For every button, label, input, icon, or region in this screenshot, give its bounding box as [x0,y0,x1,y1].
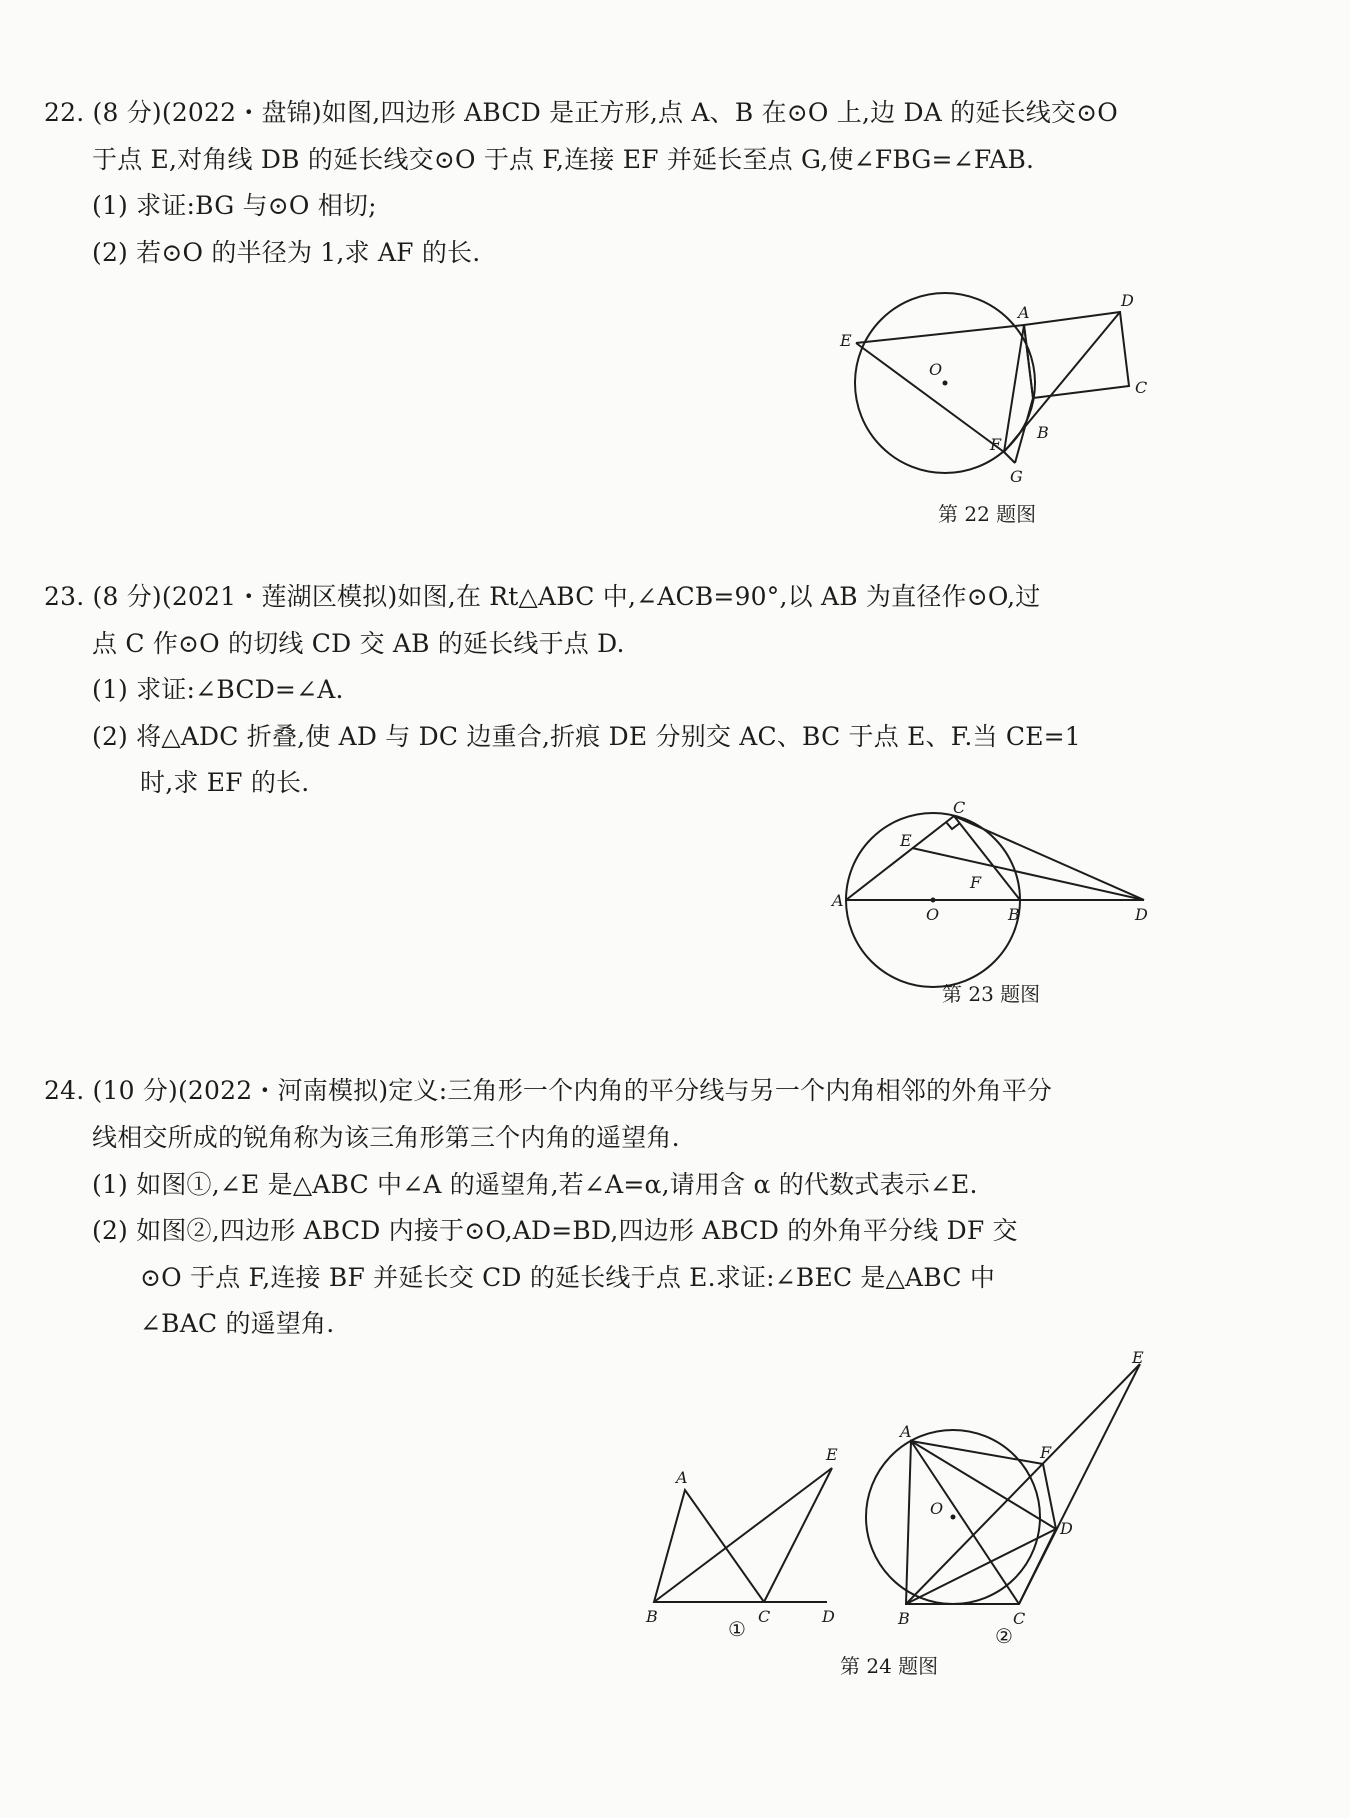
p22-line-1: 22. (8 分)(2022・盘锦)如图,四边形 ABCD 是正方形,点 A、B 在⊙O 上,边 DA 的延长线交⊙O [44,98,1118,127]
label-b: B [646,1607,658,1626]
p22-line-4: (2) 若⊙O 的半径为 1,求 AF 的长. [92,238,481,267]
label-e: E [826,1445,838,1464]
label-g: G [1010,467,1023,486]
label-c: C [953,798,966,817]
label-d: D [1135,905,1148,924]
label-b: B [1008,905,1020,924]
label-c: C [1013,1609,1026,1628]
label-c: C [1135,378,1148,397]
segment-ac [911,1441,1019,1604]
label-b: B [1037,423,1049,442]
label-figure-1: ① [728,1617,746,1641]
figure-24-1 [640,1440,850,1640]
p23-line-1: 23. (8 分)(2021・莲湖区模拟)如图,在 Rt△ABC 中,∠ACB=90°,以 AB 为直径作⊙O,过 [44,582,1041,611]
p23-line-3: (1) 求证:∠BCD=∠A. [92,675,344,704]
segment-ce [1019,1364,1140,1604]
segment-ce [764,1468,832,1602]
center-o-dot [951,1515,956,1520]
p24-line-4: (2) 如图②,四边形 ABCD 内接于⊙O,AD=BD,四边形 ABCD 的外角平分线 DF 交 [92,1216,1018,1245]
center-o-dot [931,898,936,903]
segment-ed [912,848,1144,900]
caption-22: 第 22 题图 [938,502,1037,526]
label-o: O [929,360,943,379]
label-b: B [898,1609,910,1628]
p24-line-1: 24. (10 分)(2022・河南模拟)定义:三角形一个内角的平分线与另一个内角相邻的外角平分 [44,1076,1053,1105]
segment-df [1043,1464,1056,1529]
label-c: C [758,1607,771,1626]
label-a: A [1018,303,1030,322]
label-f: F [1040,1443,1052,1462]
p23-line-2: 点 C 作⊙O 的切线 CD 交 AB 的延长线于点 D. [92,629,625,658]
figure-22 [830,282,1160,502]
segment-cd [954,816,1144,900]
segment-bg [1015,398,1033,463]
p24-line-6: ∠BAC 的遥望角. [140,1309,335,1338]
label-o: O [930,1499,944,1518]
label-e: E [840,331,852,350]
segment-fg [1004,452,1015,463]
label-d: D [1060,1519,1073,1538]
segment-bd [906,1529,1056,1604]
p23-line-4: (2) 将△ADC 折叠,使 AD 与 DC 边重合,折痕 DE 分别交 AC、BC 于点 E、F.当 CE=1 [92,722,1081,751]
label-a: A [900,1422,912,1441]
segment-ea [856,325,1024,343]
label-a: A [832,891,844,910]
label-d: D [822,1607,835,1626]
caption-23: 第 23 题图 [942,982,1041,1006]
label-d: D [1121,291,1134,310]
figure-24-2 [860,1348,1160,1652]
p24-line-2: 线相交所成的锐角称为该三角形第三个内角的遥望角. [92,1123,680,1152]
p24-line-3: (1) 如图①,∠E 是△ABC 中∠A 的遥望角,若∠A=α,请用含 α 的代数式表示∠E. [92,1170,978,1199]
p23-line-5: 时,求 EF 的长. [140,768,310,797]
center-o-dot [943,381,948,386]
label-o: O [926,905,940,924]
label-f: F [990,435,1002,454]
p22-line-2: 于点 E,对角线 DB 的延长线交⊙O 于点 F,连接 EF 并延长至点 G,使∠FBG=∠FAB. [92,145,1035,174]
label-a: A [676,1468,688,1487]
segment-be [654,1468,832,1602]
label-e: E [900,831,912,850]
triangle-abc [654,1490,764,1602]
label-e: E [1132,1348,1144,1367]
caption-24: 第 24 题图 [840,1654,939,1678]
p22-line-3: (1) 求证:BG 与⊙O 相切; [92,191,377,220]
square-abcd [1024,312,1129,398]
p24-line-5: ⊙O 于点 F,连接 BF 并延长交 CD 的延长线于点 E.求证:∠BEC 是△ABC 中 [140,1263,996,1292]
figure-23 [832,798,1160,1008]
right-angle-mark [946,822,960,829]
segment-df [1004,312,1120,452]
label-f: F [970,873,982,892]
segment-ac [846,816,954,900]
label-figure-2: ② [995,1624,1013,1648]
